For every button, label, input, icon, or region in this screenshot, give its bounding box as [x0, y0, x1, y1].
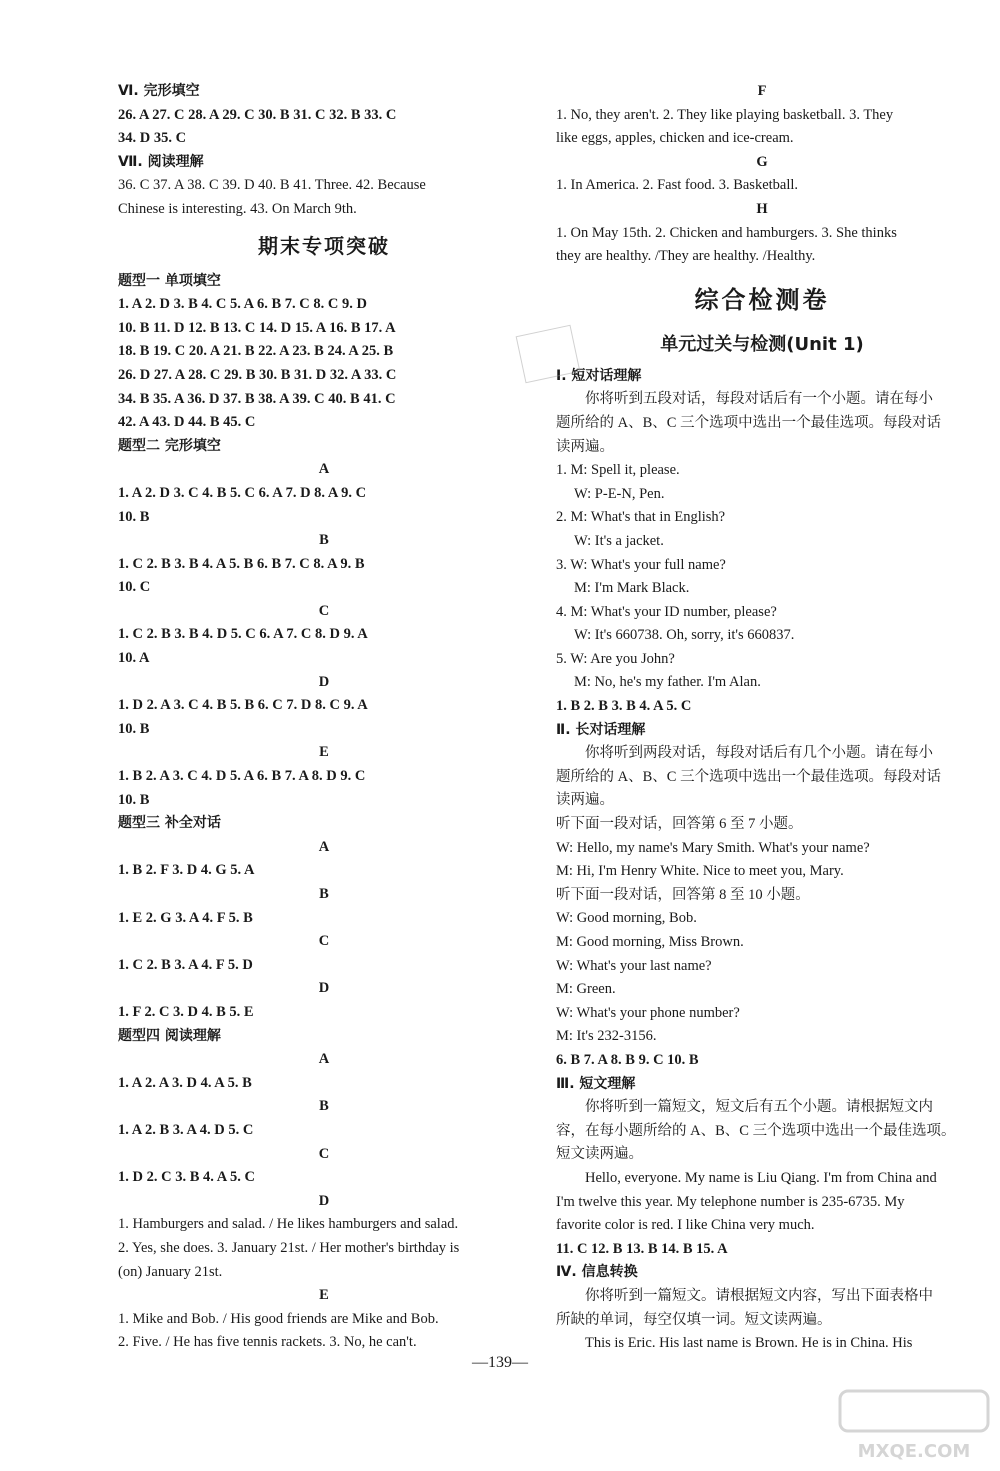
answer-line: they are healthy. /They are healthy. /Healthy.	[556, 248, 816, 265]
answer-line: 1. On May 15th. 2. Chicken and hamburgers. 3. She thinks	[556, 224, 897, 241]
answer-line: 1. C 2. B 3. B 4. A 5. B 6. B 7. C 8. A 9. B	[118, 555, 365, 572]
answer-line: (on) January 21st.	[118, 1263, 223, 1280]
answer-line: 36. C 37. A 38. C 39. D 40. B 41. Three. 42. Because	[118, 177, 426, 194]
answer-line: 1. Hamburgers and salad. / He likes hamburgers and salad.	[118, 1216, 459, 1233]
watermark-logo	[834, 1385, 994, 1465]
dialog-line: W: P-E-N, Pen.	[574, 485, 665, 502]
dialog-line: 3. W: What's your full name?	[556, 556, 726, 573]
section-title: 题型二 完形填空	[118, 437, 221, 454]
answer-line: 1. A 2. B 3. A 4. D 5. C	[118, 1121, 254, 1138]
passage-text: favorite color is red. I like China very much.	[556, 1217, 815, 1234]
answer-line: 26. A 27. C 28. A 29. C 30. B 31. C 32. B 33. C	[118, 106, 397, 123]
dialog-line: 1. M: Spell it, please.	[556, 462, 680, 479]
group-label: E	[319, 744, 329, 761]
instruction-text: 短文读两遍。	[556, 1146, 643, 1163]
instruction-text: 你将听到一篇短文，短文后有五个小题。请根据短文内	[585, 1099, 933, 1116]
dialog-line: M: I'm Mark Black.	[574, 580, 690, 597]
answer-line: 10. B 11. D 12. B 13. C 14. D 15. A 16. B 17. A	[118, 319, 396, 336]
answer-line: 26. D 27. A 28. C 29. B 30. B 31. D 32. A 33. C	[118, 366, 397, 383]
answer-line: 1. A 2. D 3. C 4. B 5. C 6. A 7. D 8. A 9. C	[118, 484, 367, 501]
section-title: Ⅵ. 完形填空	[118, 83, 200, 99]
dialog-line: W: Hello, my name's Mary Smith. What's your name?	[556, 839, 870, 856]
dialog-line: M: It's 232-3156.	[556, 1028, 657, 1045]
section-title: 题型三 补全对话	[118, 815, 221, 832]
passage-text: This is Eric. His last name is Brown. He is in China. His	[585, 1335, 913, 1352]
left-column	[118, 80, 530, 1355]
answer-block	[118, 293, 530, 435]
instruction-text: 你将听到两段对话，每段对话后有几个小题。请在每小	[585, 745, 933, 762]
test-heading: 综合检测卷	[694, 285, 830, 314]
answer-line: 34. B 35. A 36. D 37. B 38. A 39. C 40. B 41. C	[118, 390, 396, 407]
answer-line: 1. Mike and Bob. / His good friends are Mike and Bob.	[118, 1310, 439, 1327]
answer-line: 1. B 2. A 3. C 4. D 5. A 6. B 7. A 8. D 9. C	[118, 768, 366, 785]
instruction-text: 题所给的 A、B、C 三个选项中选出一个最佳选项。每段对话	[556, 768, 942, 785]
answer-line: 1. No, they aren't. 2. They like playing basketball. 3. They	[556, 106, 894, 123]
answer-line: 1. A 2. A 3. D 4. A 5. B	[118, 1074, 252, 1091]
passage-text: Hello, everyone. My name is Liu Qiang. I'm from China and	[585, 1169, 937, 1186]
instruction-text: 读两遍。	[556, 792, 614, 809]
answer-line: 1. E 2. G 3. A 4. F 5. B	[118, 909, 253, 926]
answer-line: 1. C 2. B 3. A 4. F 5. D	[118, 956, 253, 973]
answer-line: 1. A 2. D 3. B 4. C 5. A 6. B 7. C 8. C 9. D	[118, 296, 367, 313]
answer-line: 42. A 43. D 44. B 45. C	[118, 414, 256, 431]
group-label: C	[318, 1145, 330, 1162]
group-label: A	[318, 461, 330, 478]
watermark-text: MXQE.COM	[857, 1441, 971, 1462]
answer-line: 10. B	[118, 791, 150, 808]
section-title: Ⅲ. 短文理解	[556, 1075, 636, 1092]
dialog-line: 2. M: What's that in English?	[556, 509, 726, 526]
group-label: C	[318, 602, 330, 619]
answer-line: 10. A	[118, 650, 150, 667]
dialog-line: M: Green.	[556, 981, 616, 998]
answer-line: 10. B	[118, 508, 150, 525]
instruction-text: 读两遍。	[556, 438, 614, 455]
group-label: F	[757, 83, 767, 99]
answer-line: 10. C	[118, 579, 151, 596]
answer-line: 2. Five. / He has five tennis rackets. 3. No, he can't.	[118, 1334, 417, 1351]
group-label: E	[319, 1287, 329, 1304]
group-label: D	[318, 673, 330, 690]
dialog-line: 5. W: Are you John?	[556, 650, 675, 667]
page-heading: 期末专项突破	[258, 233, 390, 258]
group-label: B	[319, 532, 329, 549]
dialog-line: M: Hi, I'm Henry White. Nice to meet you, Mary.	[556, 863, 844, 880]
answer-line: 34. D 35. C	[118, 130, 187, 147]
answer-line: 1. C 2. B 3. B 4. D 5. C 6. A 7. C 8. D 9. A	[118, 626, 368, 643]
dialog-line: W: What's your phone number?	[556, 1004, 740, 1021]
answer-line: 6. B 7. A 8. B 9. C 10. B	[556, 1051, 699, 1068]
unit-heading: 单元过关与检测(Unit 1)	[660, 333, 864, 355]
group-label: D	[318, 980, 330, 997]
answer-line: 1. B 2. B 3. B 4. A 5. C	[556, 698, 692, 715]
dialog-line: W: What's your last name?	[556, 957, 712, 974]
answer-line: 2. Yes, she does. 3. January 21st. / Her mother's birthday is	[118, 1239, 460, 1256]
dialog-line: 听下面一段对话，回答第 6 至 7 小题。	[556, 816, 803, 833]
answer-line: 11. C 12. B 13. B 14. B 15. A	[556, 1240, 728, 1257]
group-label: C	[318, 933, 330, 950]
section-title: Ⅶ. 阅读理解	[118, 153, 204, 170]
group-label: B	[319, 886, 329, 902]
dialog-line: M: No, he's my father. I'm Alan.	[574, 674, 761, 691]
section-title: Ⅱ. 长对话理解	[556, 721, 646, 738]
section-title: 题型四 阅读理解	[118, 1027, 221, 1044]
instruction-text: 题所给的 A、B、C 三个选项中选出一个最佳选项。每段对话	[556, 414, 942, 431]
dialog-line: W: It's 660738. Oh, sorry, it's 660837.	[574, 627, 795, 644]
group-label: A	[318, 1051, 330, 1068]
group-label: B	[319, 1098, 329, 1115]
passage-text: I'm twelve this year. My telephone number is 235-6735. My	[556, 1193, 905, 1210]
answer-line: Chinese is interesting. 43. On March 9th.	[118, 200, 357, 217]
dialog-line: W: It's a jacket.	[574, 532, 664, 549]
instruction-text: 你将听到一篇短文。请根据短文内容，写出下面表格中	[585, 1287, 933, 1304]
page-number: —139—	[472, 1354, 528, 1371]
answer-line: 10. B	[118, 720, 150, 737]
dialog-line: 4. M: What's your ID number, please?	[556, 603, 777, 620]
answer-line: like eggs, apples, chicken and ice-cream.	[556, 130, 794, 147]
section-title: Ⅰ. 短对话理解	[556, 367, 642, 384]
answer-line: 1. In America. 2. Fast food. 3. Basketball.	[556, 177, 799, 194]
answer-line: 1. D 2. A 3. C 4. B 5. B 6. C 7. D 8. C 9. A	[118, 697, 368, 714]
answer-line: 1. D 2. C 3. B 4. A 5. C	[118, 1169, 255, 1186]
group-label: H	[756, 200, 768, 217]
answer-line: 18. B 19. C 20. A 21. B 22. A 23. B 24. A 25. B	[118, 343, 394, 360]
instruction-text: 容，在每小题所给的 A、B、C 三个选项中选出一个最佳选项。	[556, 1122, 956, 1139]
right-column	[556, 80, 968, 1356]
group-label: G	[756, 153, 768, 170]
group-label: D	[318, 1192, 330, 1209]
instruction-text: 所缺的单词，每空仅填一词。短文读两遍。	[556, 1311, 832, 1328]
dialog-line: W: Good morning, Bob.	[556, 910, 697, 927]
dialog-line: M: Good morning, Miss Brown.	[556, 934, 744, 950]
instruction-text: 你将听到五段对话，每段对话后有一个小题。请在每小	[585, 391, 933, 408]
dialog-line: 听下面一段对话，回答第 8 至 10 小题。	[556, 886, 810, 903]
group-label: A	[318, 838, 330, 855]
section-title: Ⅳ. 信息转换	[556, 1264, 638, 1281]
answer-line: 1. F 2. C 3. D 4. B 5. E	[118, 1003, 254, 1020]
section-title: 题型一 单项填空	[118, 272, 221, 289]
answer-line: 1. B 2. F 3. D 4. G 5. A	[118, 862, 255, 879]
